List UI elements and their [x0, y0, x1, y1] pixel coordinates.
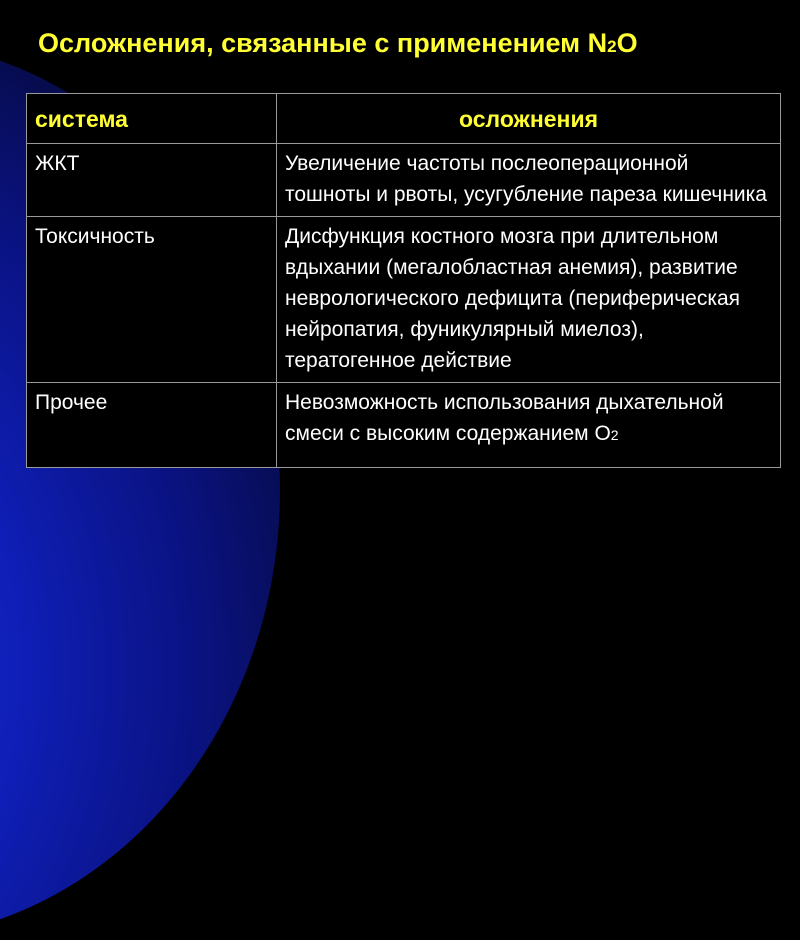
complication-subscript: 2	[610, 427, 619, 443]
title-suffix: O	[616, 28, 638, 58]
table-row	[27, 144, 781, 217]
complication-text: Невозможность использования дыхательной смеси с высоким содержанием O	[285, 391, 724, 445]
cell-system: ЖКТ	[27, 144, 277, 217]
cell-complication: Увеличение частоты послеоперационной тошноты и рвоты, усугубление пареза кишечника	[277, 144, 781, 217]
complications-table	[26, 93, 781, 468]
cell-complication	[277, 383, 781, 468]
slide-title	[38, 28, 638, 59]
table-row	[27, 383, 781, 468]
cell-complication: Дисфункция костного мозга при длительном вдыхании (мегалобластная анемия), развитие неврологического дефицита (периферическая нейропатия, фуникулярный миелоз), тератогенное действие	[277, 217, 781, 383]
table-row	[27, 217, 781, 383]
title-subscript: 2	[607, 37, 617, 56]
title-text: Осложнения, связанные с применением N	[38, 28, 608, 58]
cell-system: Токсичность	[27, 217, 277, 383]
cell-system: Прочее	[27, 383, 277, 468]
header-complications: осложнения	[277, 94, 781, 144]
header-system: система	[27, 94, 277, 144]
table-header-row	[27, 94, 781, 144]
